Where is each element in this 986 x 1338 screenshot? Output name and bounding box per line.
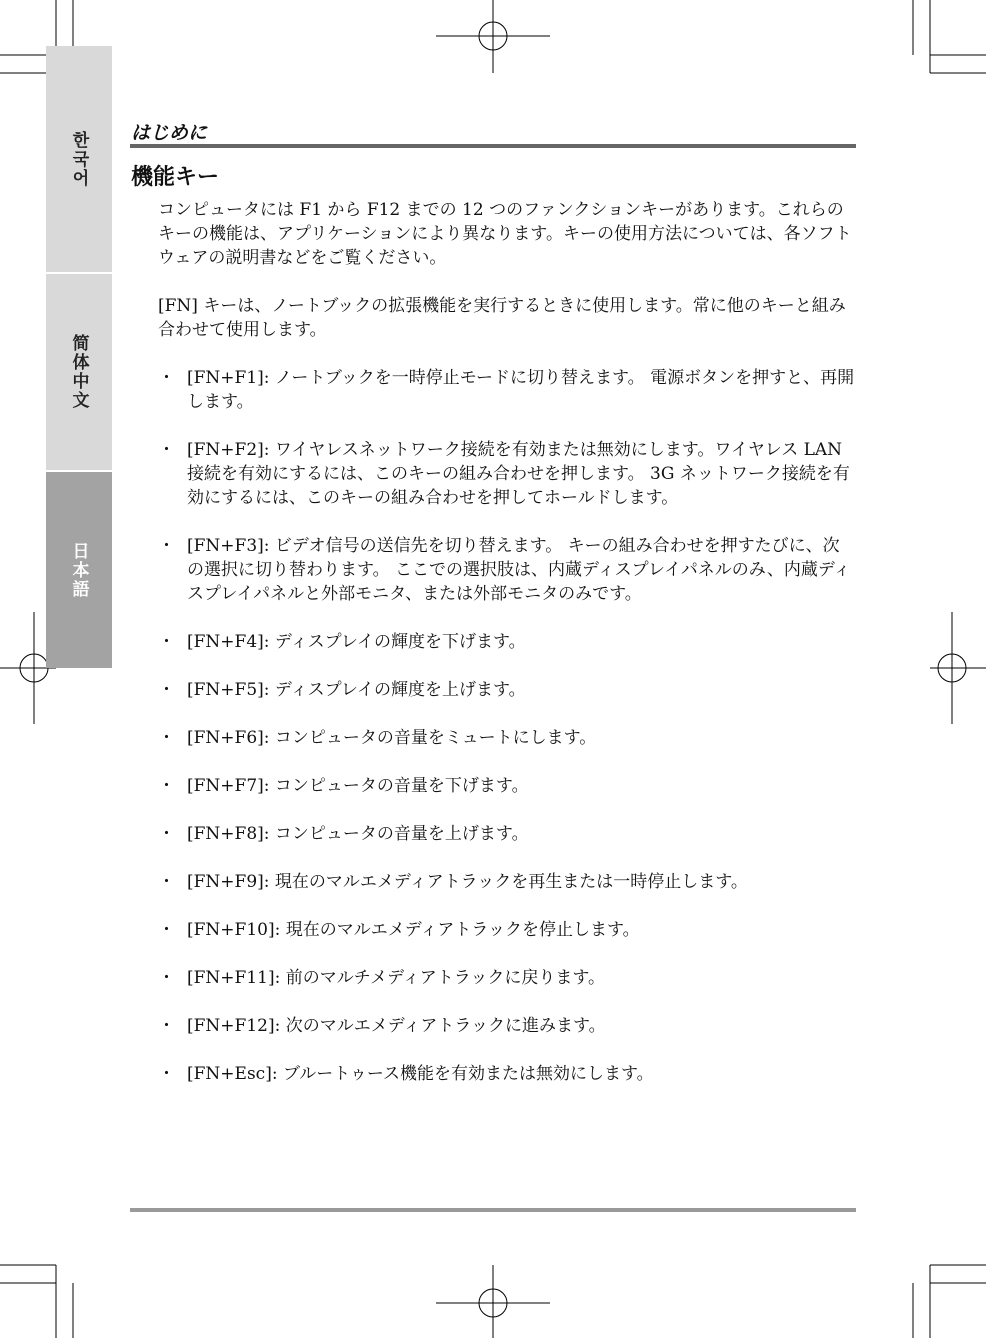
key-description: 前のマルチメディアトラックに戻ります。 (280, 968, 606, 988)
bullet: ・ (158, 680, 175, 700)
key-combo: [FN+F10]: (187, 920, 281, 940)
key-combo: [FN+F3]: (187, 536, 270, 556)
list-item (158, 822, 856, 846)
footer-rule (130, 1208, 856, 1212)
key-description: ノートブックを一時停止モードに切り替えます。 電源ボタンを押すと、再開します。 (187, 368, 855, 412)
key-description: ビデオ信号の送信先を切り替えます。 キーの組み合わせを押すたびに、次の選択に切り替わります。 ここでの選択肢は、内蔵ディスプレイパネルのみ、内蔵ディスプレイパネルと外部モニタ、または外部モニタのみです。 (187, 536, 851, 604)
list-item (158, 534, 856, 606)
key-combo: [FN+F5]: (187, 680, 270, 700)
tab-chinese[interactable] (46, 274, 112, 470)
key-combo: [FN+Esc]: (187, 1064, 278, 1084)
key-description: ディスプレイの輝度を下げます。 (269, 632, 526, 652)
tab-korean[interactable] (46, 46, 112, 272)
bullet: ・ (158, 968, 175, 988)
function-key-list (158, 366, 856, 1086)
intro-paragraph: コンピュータには F1 から F12 までの 12 つのファンクションキーがあります。これらのキーの機能は、アプリケーションにより異なります。キーの使用方法については、各ソフトウェアの説明書などをご覧ください。 (158, 200, 852, 268)
key-combo: [FN+F11]: (187, 968, 281, 988)
key-description: ディスプレイの輝度を上げます。 (269, 680, 526, 700)
tab-korean-label: 한국어 (68, 130, 89, 188)
bullet: ・ (158, 440, 175, 460)
list-item (158, 966, 856, 990)
key-combo: [FN+F12]: (187, 1016, 281, 1036)
key-combo: [FN+F7]: (187, 776, 270, 796)
key-description: コンピュータの音量を下げます。 (269, 776, 529, 796)
bullet: ・ (158, 1016, 175, 1036)
list-item (158, 774, 856, 798)
list-item (158, 366, 856, 414)
section-title: はじめに (131, 122, 208, 144)
bullet: ・ (158, 632, 175, 652)
bullet: ・ (158, 728, 175, 748)
key-description: 次のマルエメディアトラックに進みます。 (280, 1016, 606, 1036)
key-combo: [FN+F6]: (187, 728, 270, 748)
key-description: コンピュータの音量を上げます。 (269, 824, 529, 844)
key-description: 現在のマルエメディアトラックを停止します。 (280, 920, 640, 940)
bullet: ・ (158, 536, 175, 556)
list-item (158, 870, 856, 894)
tab-japanese[interactable] (46, 472, 112, 668)
tab-japanese-label: 日本語 (68, 541, 89, 599)
fn-paragraph: [FN] キーは、ノートブックの拡張機能を実行するときに使用します。常に他のキーと組み合わせて使用します。 (158, 296, 846, 340)
list-item (158, 438, 856, 510)
key-combo: [FN+F8]: (187, 824, 270, 844)
list-item (158, 1014, 856, 1038)
list-item (158, 678, 856, 702)
key-combo: [FN+F4]: (187, 632, 270, 652)
key-combo: [FN+F2]: (187, 440, 270, 460)
key-description: ブルートゥース機能を有効または無効にします。 (277, 1064, 654, 1084)
language-tabs (46, 46, 112, 668)
bullet: ・ (158, 368, 175, 388)
list-item (158, 1062, 856, 1086)
bullet: ・ (158, 1064, 175, 1084)
header-rule (130, 144, 856, 148)
tab-chinese-label: 简体中文 (68, 334, 89, 410)
key-description: 現在のマルエメディアトラックを再生または一時停止します。 (269, 872, 748, 892)
bullet: ・ (158, 920, 175, 940)
bullet: ・ (158, 776, 175, 796)
bullet: ・ (158, 872, 175, 892)
key-description: ワイヤレスネットワーク接続を有効または無効にします。ワイヤレス LAN 接続を有効にするには、このキーの組み合わせを押します。 3G ネットワーク接続を有効にするには、このキーの組み合わせを押してホールドします。 (187, 440, 850, 508)
list-item (158, 630, 856, 654)
page-heading: 機能キー (131, 165, 220, 190)
bullet: ・ (158, 824, 175, 844)
list-item (158, 726, 856, 750)
list-item (158, 918, 856, 942)
key-description: コンピュータの音量をミュートにします。 (269, 728, 597, 748)
key-combo: [FN+F9]: (187, 872, 270, 892)
key-combo: [FN+F1]: (187, 368, 270, 388)
